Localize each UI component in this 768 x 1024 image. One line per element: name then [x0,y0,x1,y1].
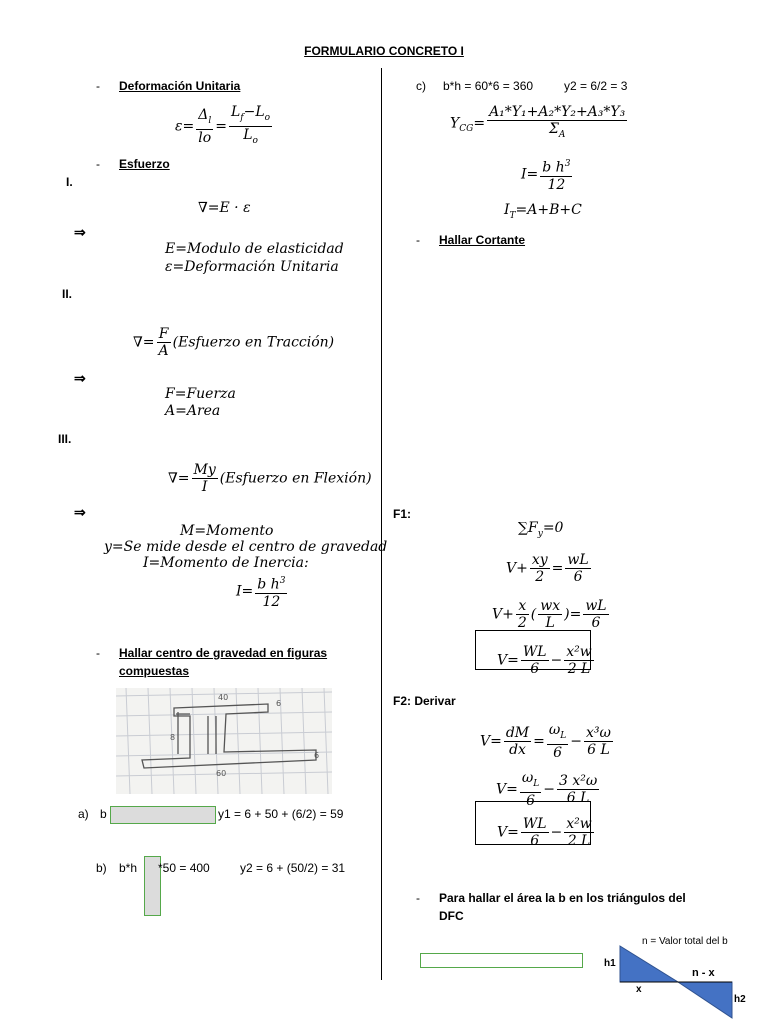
sketch-label-6b: 6 [314,751,320,760]
sketch-label-8: 8 [170,733,176,742]
heading-cortante: Hallar Cortante [439,233,526,247]
item-a-prefix: b [100,807,107,821]
diagram-nx-label: n - x [692,967,715,979]
equation-deformacion: ε= $\frac{\Delta_l}{lo}$ = $\frac{L_f-L_o}{L_o}$ [175,104,271,146]
equation-inercia-total: $I_T=A+B+C$ [504,202,582,221]
where-modulo: E=Modulo de elasticidad [165,241,344,257]
page-title: FORMULARIO CONCRETO I [304,44,464,58]
dfc-triangle-diagram [600,930,760,1024]
implies-arrow: ⇒ [74,504,86,520]
item-b-mid: *50 = 400 [158,861,210,875]
heading-centro-gravedad-2: compuestas [119,664,190,678]
roman-numeral-1: I. [66,175,73,189]
sketch-label-60: 60 [216,769,227,778]
sketch-photo [116,688,332,794]
equation-f1-boxed: V= $\frac{WL}{6}$ − $\frac{\text{x²w}}{2 L}$ [497,644,592,677]
item-a-label: a) [78,807,89,821]
equation-sum-fy: $\sum F_y=0$ [518,520,564,539]
heading-area-triangulos: Para hallar el área la b en los triángulos del [439,891,686,905]
equation-f1-1: V+ $\frac{xy}{2}$ = $\frac{wL}{6}$ [506,552,589,585]
where-fuerza: F=Fuerza [165,386,236,402]
where-y: y=Se mide desde el centro de gravedad [104,539,388,555]
diagram-n-label: n = Valor total del b [642,936,728,947]
empty-green-box [420,953,583,968]
roman-numeral-2: II. [62,287,73,301]
equation-inercia: I= $\frac{b h^3}{12}$ [236,573,289,610]
where-inercia: I=Momento de Inercia: [143,555,309,571]
heading-deformacion: Deformación Unitaria [119,79,241,93]
equation-esfuerzo-2: ∇= $\frac{F}{A}$ (Esfuerzo en Tracción) [133,326,335,359]
sketch-label-6: 6 [276,699,282,708]
equation-f2-2: V= $\frac{\omega_L}{6}$ − $\frac{\text{3 x²ω}}{6 L}$ [496,770,598,809]
implies-arrow: ⇒ [74,224,86,240]
item-a-text: y1 = 6 + 50 + (6/2) = 59 [218,807,344,821]
where-deformacion: ε=Deformación Unitaria [165,259,339,275]
heading-area-triangulos-2: DFC [439,909,464,923]
item-c-label: c) [416,79,426,93]
where-momento: M=Momento [180,523,274,539]
label-f1: F1: [393,507,411,521]
highlight-box-a [110,806,216,824]
item-b-text: y2 = 6 + (50/2) = 31 [240,861,346,875]
implies-arrow: ⇒ [74,370,86,386]
sketch-label-40: 40 [218,693,229,702]
equation-esfuerzo-3: ∇= $\frac{My}{I}$ (Esfuerzo en Flexión) [168,462,372,495]
diagram-h1-label: h1 [604,958,616,969]
bullet-dash: - [96,79,100,93]
column-divider [381,68,382,980]
equation-f2-boxed: V= $\frac{WL}{6}$ − $\frac{\text{x²w}}{2 L}$ [497,816,592,849]
equation-ycg: $Y_{CG}=$ $\frac{\text{A₁*Y₁+A₂*Y₂+A₃*Y₃}}{\Sigma_A}$ [450,104,626,140]
equation-f1-2: V+ $\frac{x}{2}$ ( $\frac{wx}{L}$ )= $\frac{wL}{6}$ [492,598,607,631]
heading-centro-gravedad: Hallar centro de gravedad en figuras [119,646,328,660]
bullet-dash: - [416,891,420,905]
heading-esfuerzo: Esfuerzo [119,157,170,171]
bullet-dash: - [96,157,100,171]
triangle-upper [620,946,678,982]
sketch-drawing [116,688,332,794]
item-c-y: y2 = 6/2 = 3 [564,79,628,93]
label-f2: F2: Derivar [393,694,456,708]
diagram-h2-label: h2 [734,994,746,1005]
diagram-x-label: x [636,984,642,995]
equation-f2-1: V= $\frac{dM}{dx}$ = $\frac{\omega_L}{6}$ − $\frac{\text{x³ω}}{6 L}$ [480,722,611,761]
bullet-dash: - [416,233,420,247]
triangle-lower [678,982,732,1018]
roman-numeral-3: III. [58,432,72,446]
item-b-label: b) [96,861,107,875]
equation-inercia-right: I= $\frac{b h^3}{12}$ [521,156,574,193]
item-c-text: b*h = 60*6 = 360 [443,79,534,93]
where-area: A=Area [165,403,221,419]
equation-esfuerzo-1: ∇=E · ε [198,200,251,216]
item-b-prefix: b*h [119,861,138,875]
bullet-dash: - [96,646,100,660]
